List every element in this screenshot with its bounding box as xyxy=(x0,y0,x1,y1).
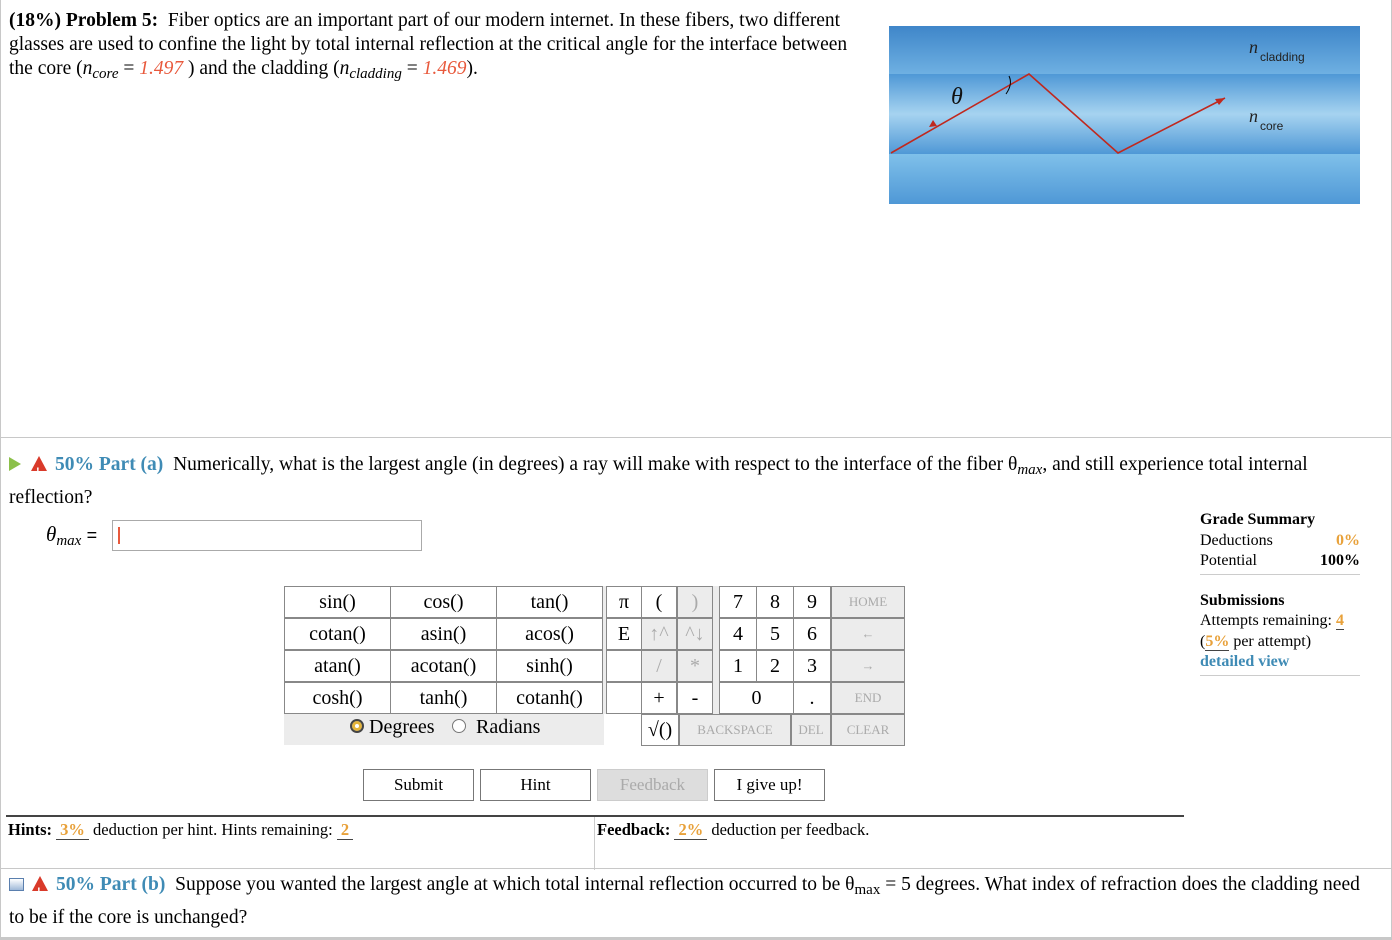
warning-icon xyxy=(31,456,47,471)
potential-value: 100% xyxy=(1320,552,1360,569)
digit-key[interactable]: 9 xyxy=(793,586,831,618)
digit-key-zero[interactable]: 0 xyxy=(719,682,794,714)
symbol-key: / xyxy=(641,650,677,682)
function-key[interactable]: cotan() xyxy=(284,618,391,650)
answer-label: $\theta_{max}$ = xyxy=(46,522,98,549)
hint-deduction: 3% xyxy=(56,820,89,840)
n-core-value: 1.497 xyxy=(139,58,184,79)
nav-key: END xyxy=(831,682,905,714)
give-up-button[interactable]: I give up! xyxy=(714,769,825,801)
hints-feedback-bar xyxy=(6,815,1184,868)
function-key[interactable]: sinh() xyxy=(496,650,603,682)
sqrt-key[interactable]: √() xyxy=(641,714,679,746)
backspace-key: BACKSPACE xyxy=(679,714,791,746)
problem-statement: (18%) Problem 5: Fiber optics are an important part of our modern internet. In these fibers, two different glasses are used to confine the light by total internal reflection at the critical angle for the interface between the core ($n_{core} = 1.497$ ) and the cladding $(n_{cladding} = 1.469)$. xyxy=(9,10,848,82)
function-key[interactable]: cotanh() xyxy=(496,682,603,714)
problem-text-3: ). xyxy=(466,58,478,79)
symbol-key[interactable]: - xyxy=(677,682,713,714)
collapse-icon[interactable] xyxy=(9,878,24,891)
angle-unit-selector xyxy=(284,714,604,745)
problem-text-2: ) and the cladding ( xyxy=(183,58,340,79)
problem-text-1: Fiber optics are an important part of our modern internet. In these fibers, two different glasses are used to confine the light by total internal reflection at the critical angle for the interface between the core ( xyxy=(9,10,848,79)
part-a-question-sub: max xyxy=(1017,462,1043,478)
n-core-label: n xyxy=(1249,106,1258,126)
digit-key[interactable]: 8 xyxy=(756,586,794,618)
function-key[interactable]: acos() xyxy=(496,618,603,650)
answer-input[interactable] xyxy=(112,520,422,551)
potential-label: Potential xyxy=(1200,552,1257,569)
part-b-question: !50% Part (b) Suppose you wanted the largest angle at which total internal reflection occurred to be $\theta_{max} = 5$ degrees. What index of refraction does the cladding need to be if the core is unchanged? xyxy=(9,871,1379,932)
digit-key[interactable]: 5 xyxy=(756,618,794,650)
digit-key[interactable]: 4 xyxy=(719,618,757,650)
digit-key[interactable]: 2 xyxy=(756,650,794,682)
symbol-key[interactable]: ( xyxy=(641,586,677,618)
function-key[interactable]: acotan() xyxy=(390,650,497,682)
del-key: DEL xyxy=(791,714,831,746)
feedback-button: Feedback xyxy=(597,769,708,801)
n-cladding-sub: cladding xyxy=(349,66,402,82)
symbol-key xyxy=(606,650,642,682)
function-key[interactable]: atan() xyxy=(284,650,391,682)
deductions-label: Deductions xyxy=(1200,531,1273,549)
part-b-title[interactable]: 50% Part (b) xyxy=(56,874,166,895)
function-key[interactable]: tan() xyxy=(496,586,603,618)
grade-summary-title: Grade Summary xyxy=(1200,511,1316,528)
text-cursor xyxy=(118,527,120,544)
symbol-key: * xyxy=(677,650,713,682)
expand-arrow-icon[interactable] xyxy=(9,457,21,471)
n-cladding-label: n xyxy=(1249,37,1258,57)
problem-percent: (18%) xyxy=(9,10,61,31)
nav-key: → xyxy=(831,650,905,682)
symbol-key[interactable]: E xyxy=(606,618,642,650)
symbol-key: ↑^ xyxy=(641,618,677,650)
deductions-value: 0% xyxy=(1336,531,1360,549)
part-a-question xyxy=(9,451,1379,512)
part-a-question-1: Numerically, what is the largest angle (in degrees) a ray will make with respect to the interface of the fiber θ xyxy=(173,454,1018,475)
hints-remaining: 2 xyxy=(337,820,353,840)
part-a-title[interactable]: 50% Part (a) xyxy=(55,454,164,475)
radians-option[interactable]: Radians xyxy=(452,716,540,739)
radians-radio[interactable] xyxy=(452,719,466,733)
function-key[interactable]: tanh() xyxy=(390,682,497,714)
core-label: core xyxy=(1260,119,1284,133)
symbol-key: ^↓ xyxy=(677,618,713,650)
problem-title: Problem 5: xyxy=(65,10,159,31)
degrees-option[interactable]: Degrees xyxy=(350,716,435,739)
function-key[interactable]: cosh() xyxy=(284,682,391,714)
grade-summary xyxy=(1200,510,1360,678)
nav-key: HOME xyxy=(831,586,905,618)
symbol-key[interactable]: π xyxy=(606,586,642,618)
digit-key[interactable]: 1 xyxy=(719,650,757,682)
digit-key[interactable]: 3 xyxy=(793,650,831,682)
cladding-label: cladding xyxy=(1260,50,1305,64)
decimal-key[interactable]: . xyxy=(793,682,831,714)
per-attempt: (5% per attempt) xyxy=(1200,632,1312,650)
function-key[interactable]: cos() xyxy=(390,586,497,618)
hint-button[interactable]: Hint xyxy=(480,769,591,801)
digit-key[interactable]: 6 xyxy=(793,618,831,650)
n-cladding-value: 1.469 xyxy=(422,58,467,79)
part-a-question-2: , and still experience total internal reflection? xyxy=(9,454,1308,508)
warning-icon xyxy=(32,876,48,891)
feedback-info: Feedback: 2% deduction per feedback. xyxy=(597,820,870,839)
symbol-key[interactable]: + xyxy=(641,682,677,714)
cladding-bottom xyxy=(889,154,1360,204)
theta-label: θ xyxy=(951,84,963,110)
n-core-sub: core xyxy=(92,66,119,82)
fiber-diagram xyxy=(889,26,1360,204)
submit-button[interactable]: Submit xyxy=(363,769,474,801)
function-key[interactable]: asin() xyxy=(390,618,497,650)
detailed-view-link[interactable]: detailed view xyxy=(1200,653,1290,670)
digit-key[interactable]: 7 xyxy=(719,586,757,618)
clear-key: CLEAR xyxy=(831,714,905,746)
degrees-radio[interactable] xyxy=(350,719,364,733)
symbol-key xyxy=(606,682,642,714)
symbol-key: ) xyxy=(677,586,713,618)
function-key[interactable]: sin() xyxy=(284,586,391,618)
submissions-title: Submissions xyxy=(1200,591,1285,609)
nav-key: ← xyxy=(831,618,905,650)
hints-info: Hints: 3% deduction per hint. Hints remaining: 2 xyxy=(8,820,353,840)
feedback-deduction: 2% xyxy=(674,820,707,840)
attempts-remaining: Attempts remaining: 4 xyxy=(1200,612,1344,629)
